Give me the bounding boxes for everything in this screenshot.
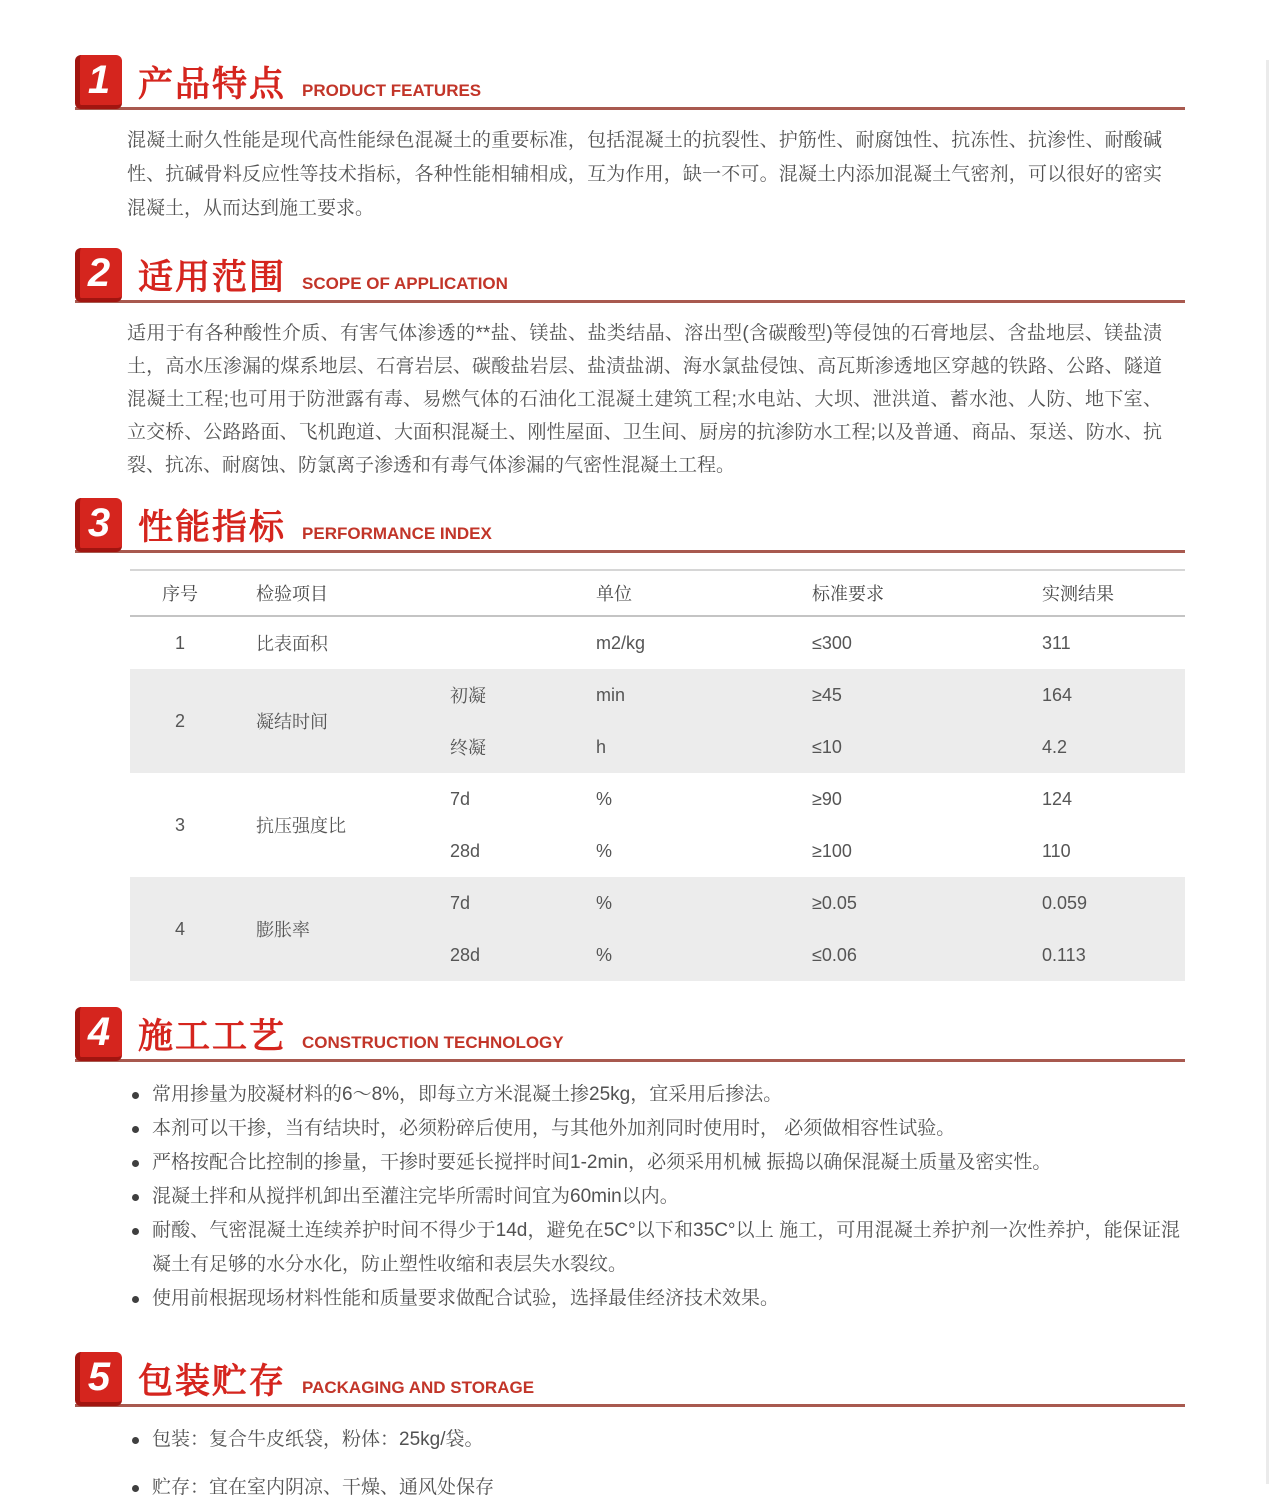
bullet-item: 常用掺量为胶凝材料的6～8%，即每立方米混凝土掺25kg，宜采用后掺法。 bbox=[130, 1078, 1180, 1112]
cell-result: 124 bbox=[1042, 788, 1073, 809]
table-row bbox=[130, 669, 1185, 721]
table-header-result: 实测结果 bbox=[1042, 584, 1114, 604]
cell-result: 0.059 bbox=[1042, 892, 1088, 913]
section-title: 包装贮存 bbox=[138, 1362, 287, 1401]
section-subtitle: PACKAGING AND STORAGE bbox=[302, 1378, 535, 1397]
section-number: 1 bbox=[87, 58, 111, 102]
cell-unit: min bbox=[596, 684, 626, 705]
bullet-item: 混凝土拌和从搅拌机卸出至灌注完毕所需时间宜为60min以内。 bbox=[130, 1180, 1180, 1214]
cell-unit: % bbox=[596, 944, 613, 965]
table-row bbox=[130, 616, 1185, 669]
bullet-item: 使用前根据现场材料性能和质量要求做配合试验，选择最佳经济技术效果。 bbox=[130, 1282, 1180, 1316]
section-title: 性能指标 bbox=[138, 508, 287, 547]
cell-standard: ≥90 bbox=[812, 788, 842, 809]
cell-standard: ≥100 bbox=[812, 840, 852, 861]
section-number-badge bbox=[75, 1007, 122, 1061]
table-row bbox=[130, 877, 1185, 929]
cell-result: 110 bbox=[1042, 840, 1071, 861]
cell-result: 311 bbox=[1042, 632, 1071, 653]
section-number: 3 bbox=[87, 501, 111, 545]
cell-unit: h bbox=[596, 736, 607, 757]
section-number-badge bbox=[75, 498, 122, 552]
packaging-bullet-list bbox=[130, 1423, 1180, 1505]
cell-standard: ≥0.05 bbox=[812, 892, 857, 913]
section-number: 4 bbox=[87, 1010, 111, 1054]
cell-item: 抗压强度比 bbox=[256, 816, 346, 836]
section-number-badge bbox=[75, 248, 122, 302]
table-header-item: 检验项目 bbox=[256, 584, 328, 604]
cell-unit: m2/kg bbox=[596, 632, 646, 653]
cell-item: 比表面积 bbox=[256, 634, 328, 654]
cell-sub: 初凝 bbox=[450, 686, 486, 706]
cell-result: 0.113 bbox=[1042, 944, 1086, 965]
table-header-standard: 标准要求 bbox=[812, 584, 884, 604]
section-subtitle: PRODUCT FEATURES bbox=[302, 81, 482, 100]
section-number-badge bbox=[75, 55, 122, 109]
cell-result: 4.2 bbox=[1042, 736, 1068, 757]
bullet-item: 耐酸、气密混凝土连续养护时间不得少于14d，避免在5C°以下和35C°以上 施工，可用混凝土养护剂一次性养护，能保证混凝土有足够的水分水化，防止塑性收缩和表层失水裂纹。 bbox=[130, 1214, 1180, 1282]
section-header-scope bbox=[75, 248, 1185, 303]
table-header-row bbox=[130, 570, 1185, 616]
scope-paragraph: 适用于有各种酸性介质、有害气体渗透的**盐、镁盐、盐类结晶、溶出型(含碳酸型)等侵蚀的石膏地层、含盐地层、镁盐渍土，高水压渗漏的煤系地层、石膏岩层、碳酸盐岩层、盐渍盐湖、海水氯盐侵蚀、高瓦斯渗透地区穿越的铁路、公路、隧道混凝土工程;也可用于防泄露有毒、易燃气体的石油化工混凝土建筑工程;水电站、大坝、泄洪道、蓄水池、人防、地下室、立交桥、公路路面、飞机跑道、大面积混凝土、刚性屋面、卫生间、厨房的抗渗防水工程;以及普通、商品、泵送、防水、抗裂、抗冻、耐腐蚀、防氯离子渗透和有毒气体渗漏的气密性混凝土工程。 bbox=[127, 323, 1162, 476]
cell-sub: 28d bbox=[450, 944, 481, 965]
bullet-item: 贮存：宜在室内阴凉、干燥、通风处保存 bbox=[130, 1471, 1180, 1505]
section-number: 2 bbox=[87, 251, 111, 295]
bullet-item: 包装：复合牛皮纸袋，粉体：25kg/袋。 bbox=[130, 1423, 1180, 1457]
section-header-product-features bbox=[75, 55, 1185, 110]
table-header-unit: 单位 bbox=[596, 584, 632, 604]
page-edge-shadow bbox=[1266, 60, 1269, 1484]
cell-item: 膨胀率 bbox=[256, 920, 310, 940]
cell-standard: ≤10 bbox=[812, 736, 842, 757]
cell-sub: 终凝 bbox=[450, 738, 486, 758]
cell-no: 3 bbox=[174, 814, 185, 835]
cell-unit: % bbox=[596, 840, 613, 861]
cell-sub: 7d bbox=[450, 892, 471, 913]
product-features-paragraph: 混凝土耐久性能是现代高性能绿色混凝土的重要标准，包括混凝土的抗裂性、护筋性、耐腐蚀性、抗冻性、抗渗性、耐酸碱性、抗碱骨料反应性等技术指标，各种性能相辅相成，互为作用，缺一不可。混凝土内添加混凝土气密剂，可以很好的密实混凝土，从而达到施工要求。 bbox=[127, 130, 1162, 219]
cell-standard: ≤0.06 bbox=[812, 944, 857, 965]
section-title: 适用范围 bbox=[138, 258, 287, 297]
section-number: 5 bbox=[87, 1355, 111, 1399]
section-title: 施工工艺 bbox=[138, 1017, 287, 1056]
section-title: 产品特点 bbox=[138, 65, 287, 104]
table-header-no: 序号 bbox=[162, 584, 198, 604]
section-subtitle: CONSTRUCTION TECHNOLOGY bbox=[302, 1033, 564, 1052]
cell-sub: 28d bbox=[450, 840, 481, 861]
bullet-item: 本剂可以干掺，当有结块时，必须粉碎后使用，与其他外加剂同时使用时， 必须做相容性试验。 bbox=[130, 1112, 1180, 1146]
construction-bullet-list bbox=[130, 1078, 1180, 1316]
cell-sub bbox=[420, 616, 560, 669]
bullet-item: 严格按配合比控制的掺量，干掺时要延长搅拌时间1-2min，必须采用机械 振捣以确保混凝土质量及密实性。 bbox=[130, 1146, 1180, 1180]
performance-index-table bbox=[130, 569, 1185, 981]
cell-unit: % bbox=[596, 788, 613, 809]
cell-unit: % bbox=[596, 892, 613, 913]
section-subtitle: PERFORMANCE INDEX bbox=[302, 524, 492, 543]
cell-result: 164 bbox=[1042, 684, 1073, 705]
cell-standard: ≥45 bbox=[812, 684, 842, 705]
cell-no: 2 bbox=[174, 710, 185, 731]
section-header-construction bbox=[75, 1007, 1185, 1062]
cell-standard: ≤300 bbox=[812, 632, 852, 653]
section-header-packaging bbox=[75, 1352, 1185, 1407]
section-subtitle: SCOPE OF APPLICATION bbox=[302, 274, 508, 293]
section-number-badge bbox=[75, 1352, 122, 1406]
cell-item: 凝结时间 bbox=[256, 712, 328, 732]
cell-no: 1 bbox=[174, 632, 185, 653]
section-header-performance bbox=[75, 498, 1185, 553]
cell-sub: 7d bbox=[450, 788, 471, 809]
cell-no: 4 bbox=[174, 918, 185, 939]
table-row bbox=[130, 773, 1185, 825]
